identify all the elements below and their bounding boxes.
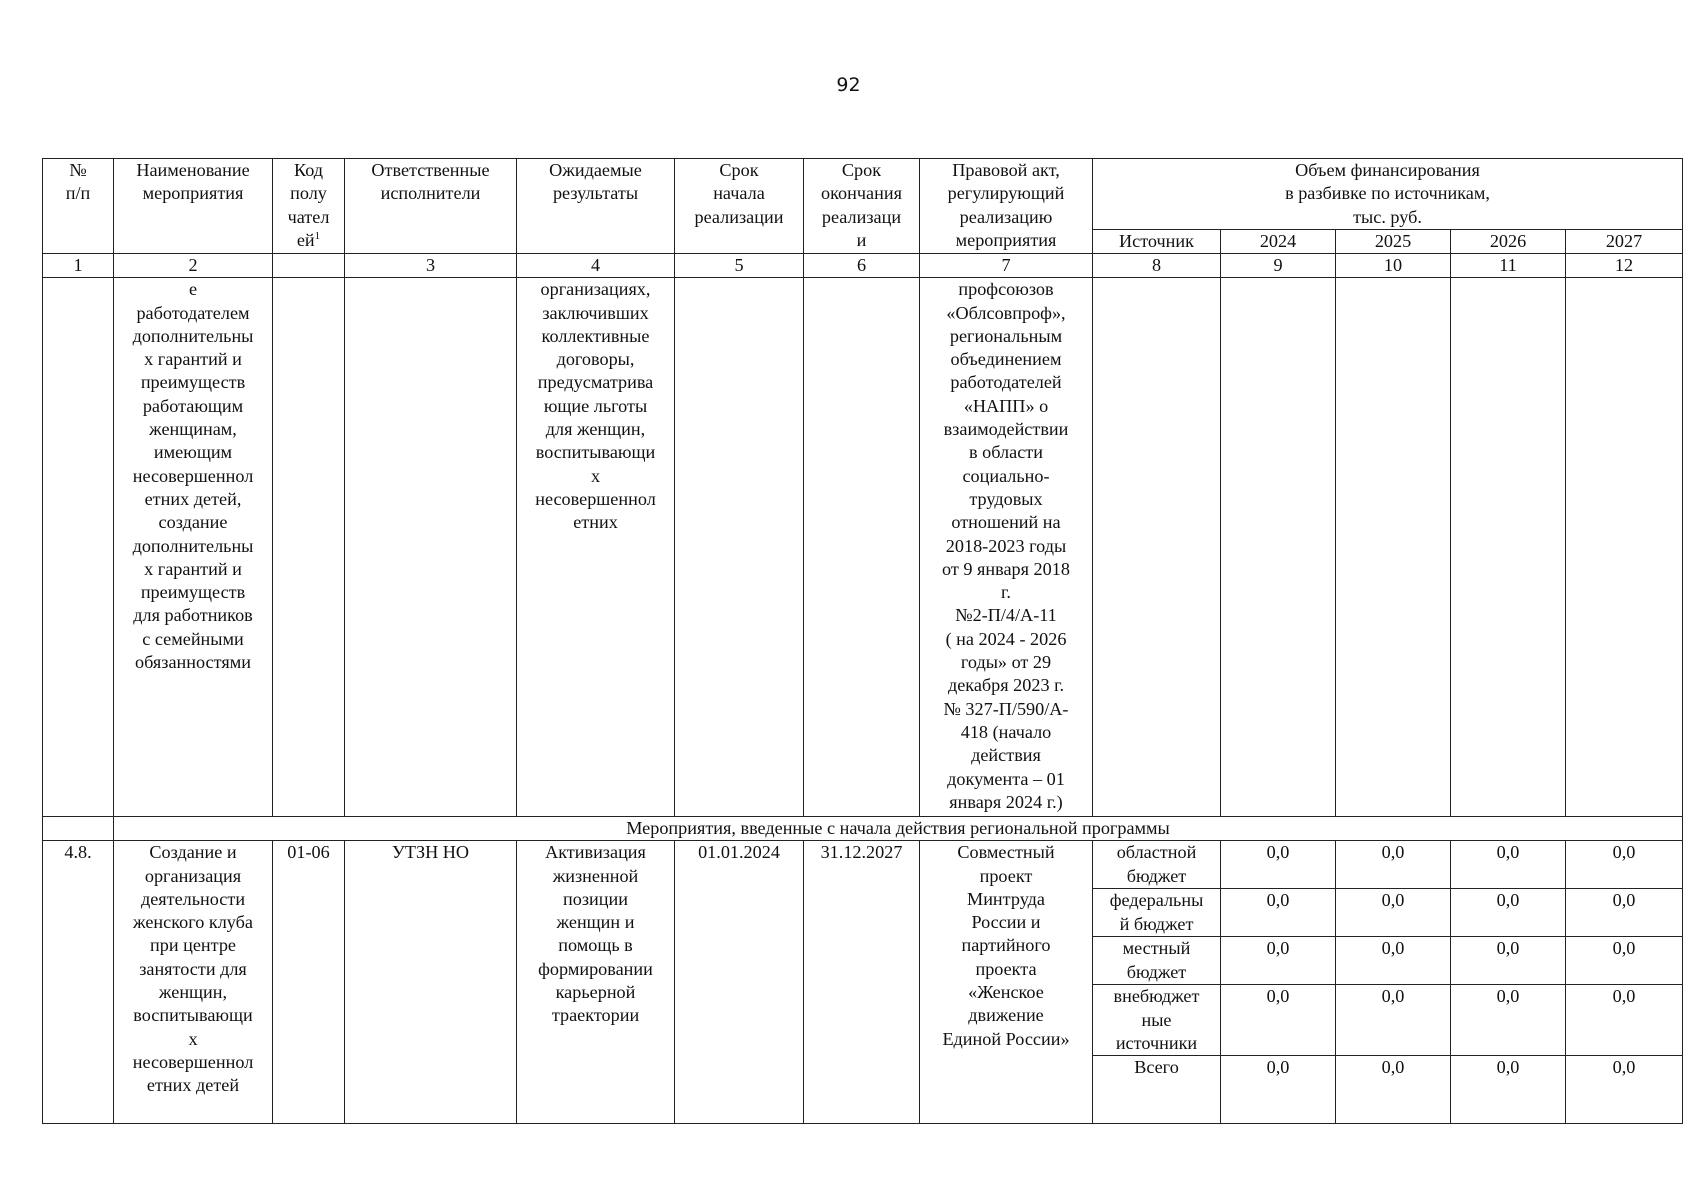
header-year-2024: 2024 <box>1221 230 1336 254</box>
financing-value: 0,0 <box>1566 985 1683 1056</box>
header-executors: Ответственные исполнители <box>345 159 517 254</box>
item-row <box>43 841 1683 889</box>
financing-value: 0,0 <box>1221 841 1336 889</box>
column-number: 11 <box>1451 254 1566 278</box>
header-name: Наименование мероприятия <box>114 159 273 254</box>
financing-source-total: Всего <box>1093 1056 1221 1124</box>
header-financing: Объем финансирования в разбивке по источникам, тыс. руб. <box>1093 159 1683 230</box>
cell-empty <box>675 278 804 817</box>
section-title: Мероприятия, введенные с начала действия региональной программы <box>114 817 1683 841</box>
financing-value: 0,0 <box>1221 985 1336 1056</box>
cell-empty <box>43 817 114 841</box>
financing-value: 0,0 <box>1336 889 1451 937</box>
item-executor: УТЗН НО <box>345 841 517 1124</box>
footnote-mark: 1 <box>314 229 321 242</box>
header-act: Правовой акт, регулирующий реализацию мероприятия <box>920 159 1093 254</box>
item-name: Создание и организация деятельности женского клуба при центре занятости для женщин, воспитывающи х несовершеннол етних детей <box>114 841 273 1124</box>
financing-total-value: 0,0 <box>1451 1056 1566 1124</box>
cell-empty <box>1451 278 1566 817</box>
column-number: 4 <box>517 254 675 278</box>
program-table <box>42 158 1683 1124</box>
column-number: 12 <box>1566 254 1683 278</box>
column-number-empty <box>273 254 345 278</box>
financing-source: федеральны й бюджет <box>1093 889 1221 937</box>
item-code: 01-06 <box>273 841 345 1124</box>
continuation-results: организациях, заключивших коллективные договоры, предусматрива ющие льготы для женщин, воспитывающи х несовершеннол етних <box>517 278 675 817</box>
financing-source: внебюджет ные источники <box>1093 985 1221 1056</box>
financing-value: 0,0 <box>1221 889 1336 937</box>
cell-empty <box>1093 278 1221 817</box>
cell-empty <box>345 278 517 817</box>
cell-empty <box>1336 278 1451 817</box>
header-source: Источник <box>1093 230 1221 254</box>
column-number: 8 <box>1093 254 1221 278</box>
financing-total-value: 0,0 <box>1566 1056 1683 1124</box>
item-end-date: 31.12.2027 <box>804 841 920 1124</box>
financing-value: 0,0 <box>1451 937 1566 985</box>
column-number: 10 <box>1336 254 1451 278</box>
financing-value: 0,0 <box>1566 889 1683 937</box>
cell-empty <box>1566 278 1683 817</box>
financing-value: 0,0 <box>1451 841 1566 889</box>
item-number: 4.8. <box>43 841 114 1124</box>
financing-value: 0,0 <box>1336 937 1451 985</box>
column-number: 6 <box>804 254 920 278</box>
financing-value: 0,0 <box>1221 937 1336 985</box>
page-number: 92 <box>836 74 861 96</box>
cell-empty <box>804 278 920 817</box>
financing-source: областной бюджет <box>1093 841 1221 889</box>
item-start-date: 01.01.2024 <box>675 841 804 1124</box>
item-results: Активизация жизненной позиции женщин и помощь в формировании карьерной траектории <box>517 841 675 1124</box>
header-code: Код полу чател $ей^1$ <box>273 159 345 254</box>
financing-value: 0,0 <box>1451 985 1566 1056</box>
financing-total-value: 0,0 <box>1336 1056 1451 1124</box>
financing-value: 0,0 <box>1451 889 1566 937</box>
column-number: 1 <box>43 254 114 278</box>
column-number: 3 <box>345 254 517 278</box>
header-year-2027: 2027 <box>1566 230 1683 254</box>
header-num: № п/п <box>43 159 114 254</box>
header-row <box>43 159 1683 230</box>
continuation-row <box>43 278 1683 817</box>
cell-empty <box>273 278 345 817</box>
column-numbers-row <box>43 254 1683 278</box>
continuation-act: профсоюзов «Облсовпроф», региональным объединением работодателей «НАПП» о взаимодействии в области социально- трудовых отношений на 2018-2023 годы от 9 января 2018 г. №2-П/4/А-11 ( на 2024 - 2026 годы» от 29 декабря 2023 г. № 327-П/590/А- 418 (начало действия документа – 01 января 2024 г.) <box>920 278 1093 817</box>
financing-value: 0,0 <box>1336 841 1451 889</box>
header-end: Срок окончания реализаци и <box>804 159 920 254</box>
cell-empty <box>1221 278 1336 817</box>
cell-empty <box>43 278 114 817</box>
column-number: 5 <box>675 254 804 278</box>
financing-total-value: 0,0 <box>1221 1056 1336 1124</box>
column-number: 9 <box>1221 254 1336 278</box>
header-year-2026: 2026 <box>1451 230 1566 254</box>
item-legal-act: Совместный проект Минтруда России и партийного проекта «Женское движение Единой России» <box>920 841 1093 1124</box>
financing-value: 0,0 <box>1336 985 1451 1056</box>
continuation-name: е работодателем дополнительны х гарантий и преимуществ работающим женщинам, имеющим несовершеннол етних детей, создание дополнительны х гарантий и преимуществ для работников с семейными обязанностями <box>114 278 273 817</box>
financing-value: 0,0 <box>1566 937 1683 985</box>
financing-source: местный бюджет <box>1093 937 1221 985</box>
header-year-2025: 2025 <box>1336 230 1451 254</box>
header-start: Срок начала реализации <box>675 159 804 254</box>
section-row <box>43 817 1683 841</box>
column-number: 7 <box>920 254 1093 278</box>
column-number: 2 <box>114 254 273 278</box>
financing-value: 0,0 <box>1566 841 1683 889</box>
header-results: Ожидаемые результаты <box>517 159 675 254</box>
